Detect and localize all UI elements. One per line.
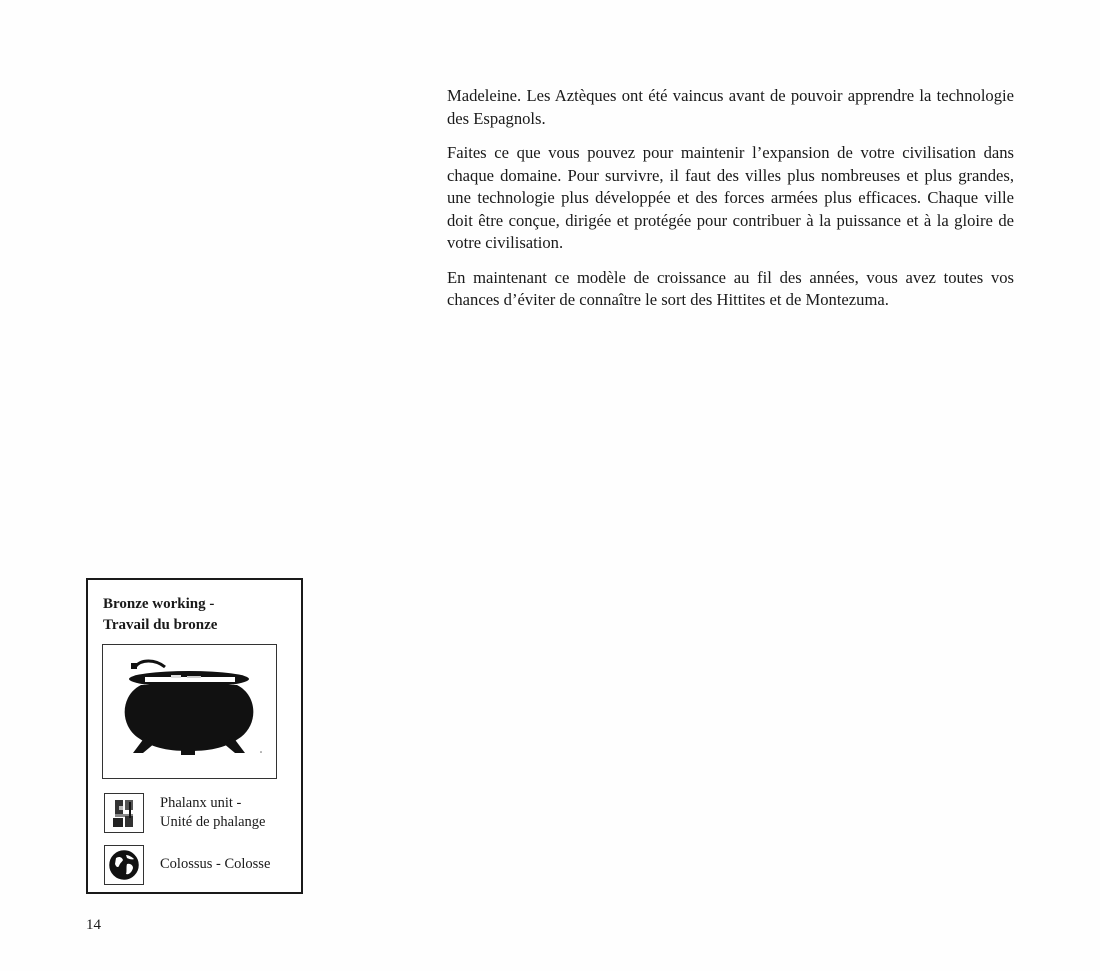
sidebar-title-line: Travail du bronze [103,617,218,633]
sidebar-title [103,594,293,636]
cauldron-icon [103,645,276,778]
unit-label-line: Colossus - Colosse [160,856,271,872]
unit-label-line: Unité de phalange [160,814,266,830]
paragraph: Madeleine. Les Aztèques ont été vaincus avant de pouvoir apprendre la technologie des Espagnols. [447,86,1014,128]
phalanx-icon [105,794,143,832]
colossus-icon-box [104,845,144,885]
globe-icon [105,846,143,884]
cauldron-illustration [102,644,277,779]
paragraph: En maintenant ce modèle de croissance au fil des années, vous avez toutes vos chances d’éviter de connaître le sort des Hittites et de Montezuma. [447,267,1014,309]
sidebar-title-line: Bronze working - [103,596,215,612]
unit-label-line: Phalanx unit - [160,795,242,811]
paragraph: Faites ce que vous pouvez pour maintenir l’expansion de votre civilisation dans chaque domaine. Pour survivre, il faut des villes plus nombreuses et plus grandes, une technologie plus développée et des forces armées plus efficaces. Chaque ville doit être conçue, dirigée et protégée pour contribuer à la puissance et à la gloire de votre civilisation. [447,143,1014,252]
phalanx-unit-label [160,794,300,832]
phalanx-unit-icon-box [104,793,144,833]
advance-sidebar [86,578,303,894]
body-text [447,85,1014,324]
page-number: 14 [86,917,101,933]
colossus-label [160,855,300,874]
